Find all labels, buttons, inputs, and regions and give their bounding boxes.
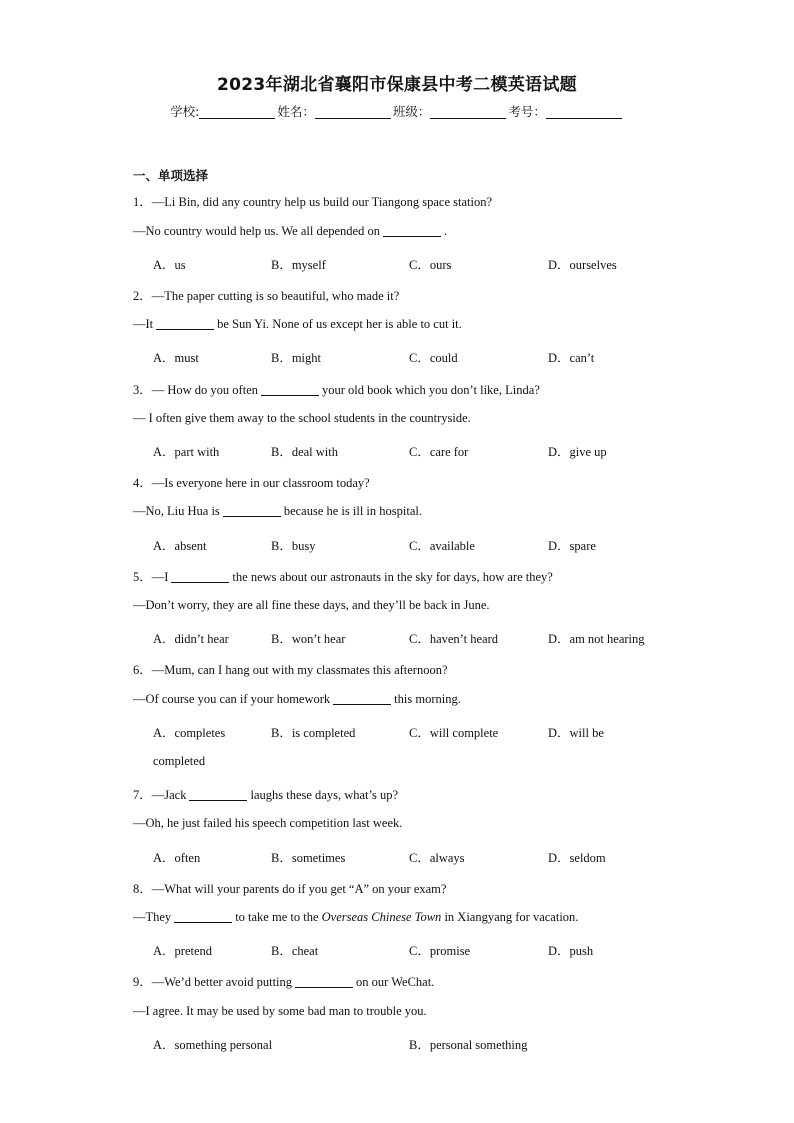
option-d[interactable]: D．will be: [548, 726, 604, 740]
option-c[interactable]: C．care for: [409, 445, 469, 459]
question-blank: [189, 788, 247, 801]
number-field[interactable]: [546, 104, 622, 119]
question-blank: [295, 975, 353, 988]
option-d[interactable]: D．ourselves: [548, 258, 617, 272]
school-field[interactable]: [199, 104, 275, 119]
answer-4: —No, Liu Hua is because he is ill in hospital.: [133, 504, 422, 518]
option-b[interactable]: B．cheat: [271, 944, 319, 958]
option-c[interactable]: C．promise: [409, 944, 471, 958]
option-b[interactable]: B．sometimes: [271, 851, 346, 865]
option-a[interactable]: A．completes: [153, 726, 226, 740]
option-a[interactable]: A．us: [153, 258, 186, 272]
option-b[interactable]: B．deal with: [271, 445, 339, 459]
answer-blank: [333, 692, 391, 705]
question-1: 1．—Li Bin, did any country help us build our Tiangong space station?: [133, 195, 492, 209]
option-b[interactable]: B．myself: [271, 258, 326, 272]
option-d[interactable]: D．seldom: [548, 851, 606, 865]
class-field[interactable]: [430, 104, 506, 119]
section-heading: 一、单项选择: [133, 168, 209, 183]
answer-8: —They to take me to the Overseas Chinese Town in Xiangyang for vacation.: [133, 910, 579, 924]
option-c[interactable]: C．ours: [409, 258, 452, 272]
answer-blank: [223, 504, 281, 517]
answer-blank: [174, 910, 232, 923]
option-a[interactable]: A．often: [153, 851, 201, 865]
question-blank: [261, 383, 319, 396]
answer-7: —Oh, he just failed his speech competition last week.: [133, 816, 403, 830]
page-title: 2023年湖北省襄阳市保康县中考二模英语试题: [217, 75, 577, 95]
answer-1: —No country would help us. We all depended on .: [133, 224, 448, 238]
answer-9: —I agree. It may be used by some bad man to trouble you.: [133, 1004, 427, 1018]
option-c[interactable]: C．haven’t heard: [409, 632, 498, 646]
question-9: 9．—We’d better avoid putting on our WeChat.: [133, 975, 435, 989]
option-d-wrap: completed: [153, 754, 206, 768]
name-field[interactable]: [315, 104, 391, 119]
answer-5: —Don’t worry, they are all fine these days, and they’ll be back in June.: [133, 598, 490, 612]
option-c[interactable]: C．could: [409, 351, 458, 365]
question-5: 5．—I the news about our astronauts in the sky for days, how are they?: [133, 570, 553, 584]
option-d[interactable]: D．give up: [548, 445, 607, 459]
answer-blank: [383, 224, 441, 237]
option-b[interactable]: B．is completed: [271, 726, 356, 740]
option-b[interactable]: B．might: [271, 351, 322, 365]
option-a[interactable]: A．absent: [153, 539, 207, 553]
option-d[interactable]: D．can’t: [548, 351, 595, 365]
option-c[interactable]: C．always: [409, 851, 465, 865]
question-3: 3．— How do you often your old book which you don’t like, Linda?: [133, 383, 540, 397]
option-c[interactable]: C．available: [409, 539, 475, 553]
option-d[interactable]: D．am not hearing: [548, 632, 645, 646]
name-label: 姓名：: [277, 104, 315, 119]
question-4: 4．—Is everyone here in our classroom today?: [133, 476, 370, 490]
answer-2: —It be Sun Yi. None of us except her is able to cut it.: [133, 317, 462, 331]
answer-6: —Of course you can if your homework this morning.: [133, 692, 461, 706]
question-2: 2．—The paper cutting is so beautiful, who made it?: [133, 289, 400, 303]
class-label: 班级：: [392, 104, 431, 119]
option-d[interactable]: D．spare: [548, 539, 596, 553]
option-b[interactable]: B．busy: [271, 539, 316, 553]
question-8: 8．—What will your parents do if you get “A” on your exam?: [133, 882, 447, 896]
option-c[interactable]: C．will complete: [409, 726, 499, 740]
option-d[interactable]: D．push: [548, 944, 594, 958]
number-label: 考号：: [508, 104, 546, 119]
question-7: 7．—Jack laughs these days, what’s up?: [133, 788, 399, 802]
question-blank: [171, 570, 229, 583]
answer-blank: [156, 317, 214, 330]
question-6: 6．—Mum, can I hang out with my classmates this afternoon?: [133, 663, 448, 677]
option-a[interactable]: A．pretend: [153, 944, 213, 958]
option-a[interactable]: A．didn’t hear: [153, 632, 229, 646]
option-b[interactable]: B．won’t hear: [271, 632, 346, 646]
option-b[interactable]: B．personal something: [409, 1038, 528, 1052]
option-a[interactable]: A．must: [153, 351, 199, 365]
student-info: [0, 102, 794, 120]
answer-3: — I often give them away to the school students in the countryside.: [133, 411, 471, 425]
option-a[interactable]: A．something personal: [153, 1038, 273, 1052]
option-a[interactable]: A．part with: [153, 445, 220, 459]
school-label: 学校:: [170, 104, 200, 119]
